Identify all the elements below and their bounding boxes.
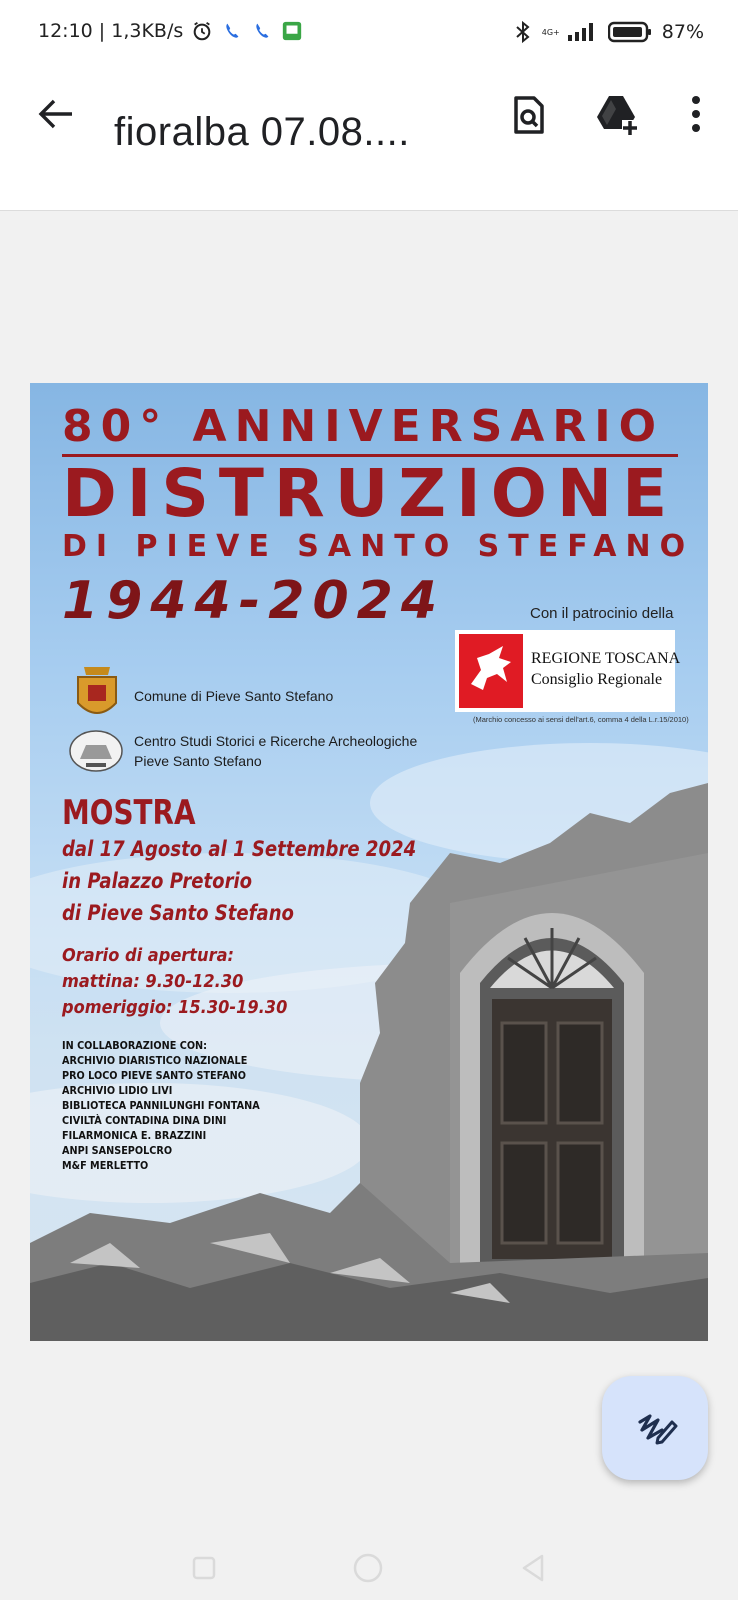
- org-centro-studi: [134, 731, 417, 771]
- annotate-pen-icon: [602, 1376, 708, 1480]
- region-note: (Marchio concesso ai sensi dell'art.6, comma 4 della L.r.15/2010): [473, 715, 689, 724]
- battery-icon: [608, 21, 652, 43]
- drive-add-icon[interactable]: [592, 90, 640, 138]
- bluetooth-icon: [514, 20, 532, 44]
- document-title: fioralba 07.08....: [114, 110, 410, 154]
- municipality-crest-icon: [74, 663, 120, 725]
- back-triangle-icon[interactable]: [516, 1550, 552, 1586]
- poster-years: 1944-2024: [62, 571, 446, 631]
- app-bar: [0, 66, 738, 211]
- network-type-label: 4G+: [541, 27, 560, 37]
- time-network-text: 12:10 | 1,3KB/s: [38, 20, 184, 42]
- pegasus-flag-icon: [459, 634, 523, 708]
- recents-square-icon[interactable]: [186, 1550, 222, 1586]
- collab-line: BIBLIOTECA PANNILUNGHI FONTANA: [62, 1099, 260, 1112]
- org-comune: Comune di Pieve Santo Stefano: [134, 688, 334, 704]
- study-center-seal-icon: [68, 729, 124, 773]
- more-vert-icon[interactable]: [672, 90, 720, 138]
- back-arrow-icon[interactable]: [34, 92, 78, 136]
- status-bar: [0, 0, 738, 66]
- poster-heading-anniversary: 80° ANNIVERSARIO: [62, 401, 665, 452]
- phone-icon: [221, 20, 243, 42]
- app-icon: [281, 20, 303, 42]
- alarm-icon: [191, 20, 213, 42]
- poster-heading-distruzione: DISTRUZIONE: [62, 455, 678, 532]
- org-centro-studi-line1: Centro Studi Storici e Ricerche Archeologiche: [134, 733, 418, 749]
- home-circle-icon[interactable]: [350, 1550, 386, 1586]
- mostra-heading: MOSTRA: [62, 793, 196, 833]
- region-subtitle: Consiglio Regionale: [531, 671, 663, 688]
- collab-line: M&F MERLETTO: [62, 1159, 149, 1172]
- signal-icon: [568, 21, 598, 43]
- collab-line: ARCHIVIO LIDIO LIVI: [62, 1084, 173, 1097]
- regione-toscana-logo: [455, 630, 681, 712]
- collab-line: ANPI SANSEPOLCRO: [62, 1144, 173, 1157]
- hours-title: Orario di apertura:: [62, 945, 234, 966]
- file-search-icon[interactable]: [504, 90, 552, 138]
- poster-heading-place: DI PIEVE SANTO STEFANO: [62, 529, 695, 564]
- document-page: [30, 383, 708, 1341]
- hours-morning: mattina: 9.30-12.30: [62, 971, 244, 992]
- battery-percent: 87%: [661, 21, 704, 43]
- exhibit-dates: dal 17 Agosto al 1 Settembre 2024: [62, 837, 417, 861]
- collab-line: FILARMONICA E. BRAZZINI: [62, 1129, 207, 1142]
- region-name: REGIONE TOSCANA: [531, 650, 681, 667]
- hours-afternoon: pomeriggio: 15.30-19.30: [62, 997, 288, 1018]
- collab-line: CIVILTÀ CONTADINA DINA DINI: [62, 1114, 227, 1127]
- exhibit-venue: in Palazzo Pretorio: [62, 869, 253, 893]
- exhibit-town: di Pieve Santo Stefano: [62, 901, 294, 925]
- patronage-label: Con il patrocinio della: [530, 605, 674, 622]
- phone-icon: [251, 20, 273, 42]
- collaborators-list: [62, 1038, 260, 1173]
- org-centro-studi-line2: Pieve Santo Stefano: [134, 753, 262, 769]
- annotate-fab-button[interactable]: [602, 1376, 708, 1480]
- collab-line: ARCHIVIO DIARISTICO NAZIONALE: [62, 1054, 248, 1067]
- collab-line: PRO LOCO PIEVE SANTO STEFANO: [62, 1069, 246, 1082]
- system-nav-bar: [0, 1540, 738, 1600]
- collab-line: IN COLLABORAZIONE CON:: [62, 1039, 208, 1052]
